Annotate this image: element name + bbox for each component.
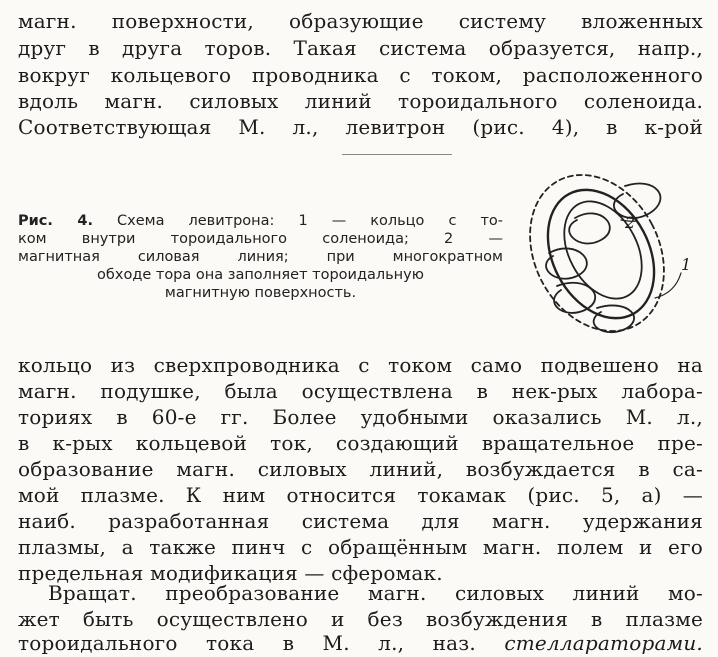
text-line: друг в друга торов. Такая система образуется, напр., [18, 36, 703, 60]
caption-line: ком внутри тороидального соленоида; 2 — [18, 231, 503, 247]
text-line: Вращат. преобразование магн. силовых линий мо- [48, 581, 703, 605]
text-line: предельная модификация — сферомак. [18, 561, 443, 585]
levitron-figure [505, 158, 710, 348]
text-line: ториях в 60-е гг. Более удобными оказались М. л., [18, 405, 703, 429]
text-line: мой плазме. К ним относится токамак (рис. 5, а) — [18, 483, 703, 507]
caption-line: магнитная силовая линия; при многократном [18, 249, 503, 265]
text-fragment: тороидального тока в М. л., наз. [18, 631, 476, 655]
text-line: наиб. разработанная система для магн. удержания [18, 509, 703, 533]
text-line: магн. подушке, была осуществлена в нек-рых лабора- [18, 379, 703, 403]
text-line: плазмы, а также пинч с обращённым магн. полем и его [18, 535, 703, 559]
figure-label-1: 1 [681, 255, 692, 274]
caption-text: Схема левитрона: 1 — кольцо с то- [117, 213, 503, 229]
text-line: Соответствующая М. л., левитрон (рис. 4), в к-рой [18, 115, 703, 139]
caption-line: обходе тора она заполняет тороидальную [97, 267, 424, 283]
caption-line [18, 212, 503, 230]
text-line: жет быть осуществлено и без возбуждения в плазме [18, 607, 703, 631]
text-line [18, 630, 703, 656]
figure-caption [18, 212, 503, 302]
text-line: образование магн. силовых линий, возбуждается в са- [18, 457, 703, 481]
figure-label-2: 2 [625, 213, 636, 232]
text-line: в к-рых кольцевой ток, создающий вращательное пре- [18, 431, 703, 455]
text-line: вдоль магн. силовых линий тороидального соленоида. [18, 89, 703, 113]
caption-label: Рис. 4. [18, 213, 93, 229]
label-leader-1 [655, 273, 681, 298]
italic-term: стеллараторами. [504, 631, 703, 655]
torus-outline [505, 158, 690, 348]
separator-rule [342, 154, 452, 155]
text-line: кольцо из сверхпроводника с током само подвешено на [18, 353, 703, 377]
caption-line: магнитную поверхность. [164, 285, 357, 301]
levitron-diagram [505, 158, 710, 348]
text-line: магн. поверхности, образующие систему вложенных [18, 9, 703, 33]
field-line [569, 213, 610, 243]
text-line: вокруг кольцевого проводника с током, расположенного [18, 63, 703, 87]
